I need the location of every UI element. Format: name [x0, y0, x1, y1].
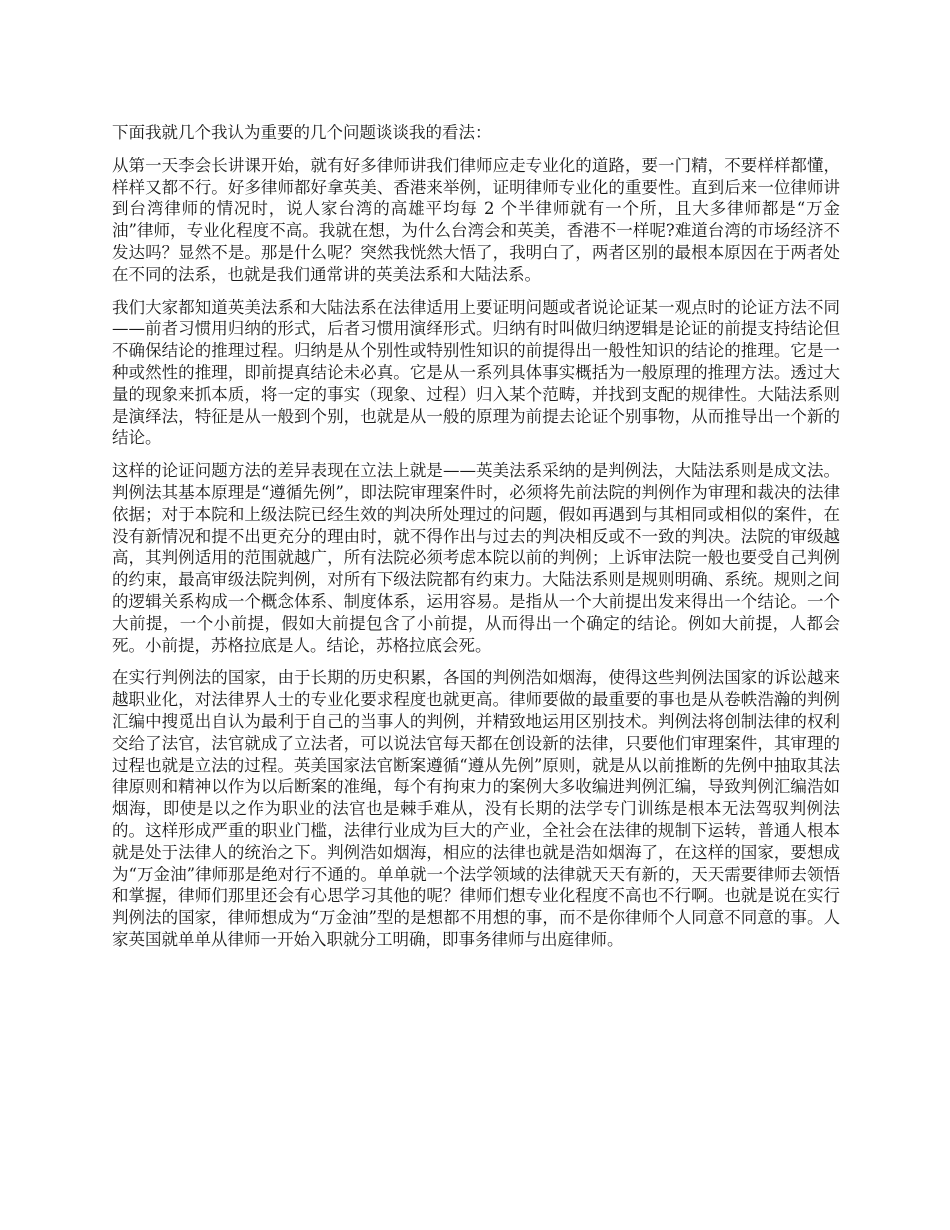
paragraph-reasoning-methods: 我们大家都知道英美法系和大陆法系在法律适用上要证明问题或者说论证某一观点时的论证方法不同——前者习惯用归纳的形式，后者习惯用演绎形式。归纳有时叫做归纳逻辑是论证的前提支持结论但不确保结论的推理过程。归纳是从个别性或特别性知识的前提得出一般性知识的结论的推理。它是一种或然性的推理，即前提真结论未必真。它是从一系列具体事实概括为一般原理的推理方法。透过大量的现象来抓本质，将一定的事实（现象、过程）归入某个范畴，并找到支配的规律性。大陆法系则是演绎法，特征是从一般到个别，也就是从一般的原理为前提去论证个别事物，从而推导出一个新的结论。 — [112, 297, 840, 448]
paragraph-case-law-vs-statute: 这样的论证问题方法的差异表现在立法上就是——英美法系采纳的是判例法，大陆法系则是成文法。判例法其基本原理是“遵循先例”，即法院审理案件时，必须将先前法院的判例作为审理和裁决的法律依据；对于本院和上级法院已经生效的判决所处理过的问题，假如再遇到与其相同或相似的案件，在没有新情况和提不出更充分的理由时，就不得作出与过去的判决相反或不一致的判决。法院的审级越高，其判例适用的范围就越广，所有法院必须考虑本院以前的判例；上诉审法院一般也要受自己判例的约束，最高审级法院判例，对所有下级法院都有约束力。大陆法系则是规则明确、系统。规则之间的逻辑关系构成一个概念体系、制度体系，运用容易。是指从一个大前提出发来得出一个结论。一个大前提，一个小前提，假如大前提包含了小前提，从而得出一个确定的结论。例如大前提，人都会死。小前提，苏格拉底是人。结论，苏格拉底会死。 — [112, 461, 840, 655]
intro-paragraph: 下面我就几个我认为重要的几个问题谈谈我的看法： — [112, 123, 492, 142]
paragraph-case-law-countries: 在实行判例法的国家，由于长期的历史积累，各国的判例浩如烟海，使得这些判例法国家的诉讼越来越职业化，对法律界人士的专业化要求程度也就更高。律师要做的最重要的事也是从卷帙浩瀚的判例汇编中搜觅出自认为最利于自己的当事人的判例，并精致地运用区别技术。判例法将创制法律的权利交给了法官，法官就成了立法者，可以说法官每天都在创设新的法律，只要他们审理案件，其审理的过程也就是立法的过程。英美国家法官断案遵循“遵从先例”原则，就是从以前推断的先例中抽取其法律原则和精神以作为以后断案的准绳，每个有拘束力的案例大多收编进判例汇编，导致判例汇编浩如烟海，即使是以之作为职业的法官也是棘手难从，没有长期的法学专门训练是根本无法驾驭判例法的。这样形成严重的职业门槛，法律行业成为巨大的产业，全社会在法律的规制下运转，普通人根本就是处于法律人的统治之下。判例浩如烟海，相应的法律也就是浩如烟海了，在这样的国家，要想成为“万金油”律师那是绝对行不通的。单单就一个法学领域的法律就天天有新的，天天需要律师去领悟和掌握，律师们那里还会有心思学习其他的呢？律师们想专业化程度不高也不行啊。也就是说在实行判例法的国家，律师想成为“万金油”型的是想都不用想的事，而不是你律师个人同意不同意的事。人家英国就单单从律师一开始入职就分工明确，即事务律师与出庭律师。 — [112, 668, 840, 949]
paragraph-specialization: 从第一天李会长讲课开始，就有好多律师讲我们律师应走专业化的道路，要一门精，不要样样都懂，样样又都不行。好多律师都好拿英美、香港来举例，证明律师专业化的重要性。直到后来一位律师讲到台湾律师的情况时，说人家台湾的高雄平均每 2 个半律师就有一个所，且大多律师都是“万金油”律师，专业化程度不高。我就在想，为什么台湾会和英美，香港不一样呢?难道台湾的市场经济不发达吗？显然不是。那是什么呢？突然我恍然大悟了，我明白了，两者区别的最根本原因在于两者处在不同的法系，也就是我们通常讲的英美法系和大陆法系。 — [112, 155, 840, 284]
document-body — [112, 122, 840, 962]
